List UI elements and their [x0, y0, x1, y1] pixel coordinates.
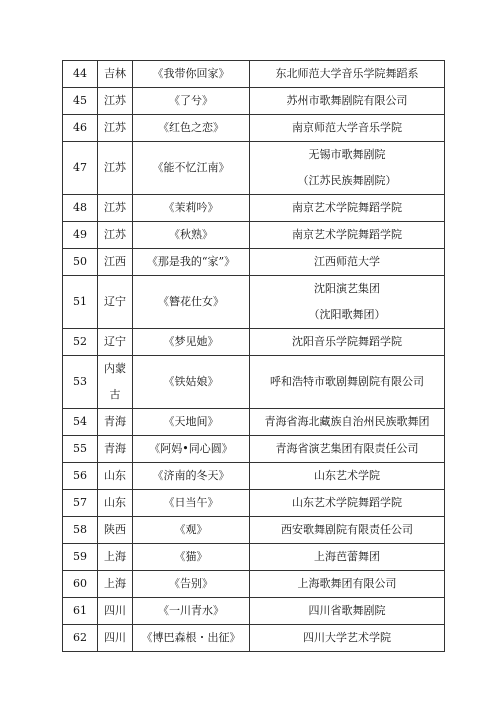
organization-text: 南京师范大学音乐学院 — [292, 121, 402, 134]
organization-text: 青海省演艺集团有限责任公司 — [275, 442, 419, 455]
table-row — [63, 276, 445, 329]
row-number-cell: 50 — [63, 249, 98, 276]
province-text: 辽宁 — [104, 295, 126, 308]
province-cell — [98, 436, 133, 463]
work-title-cell: 《一川青水》 — [133, 598, 250, 625]
organization-cell — [250, 115, 445, 142]
province-cell — [98, 598, 133, 625]
organization-cell — [250, 195, 445, 222]
province-cell — [98, 222, 133, 249]
province-text: 青海 — [104, 415, 126, 428]
organization-cell — [250, 517, 445, 544]
province-cell — [98, 409, 133, 436]
table-row — [63, 88, 445, 115]
organization-text: 无锡市歌舞剧院 — [308, 148, 386, 161]
row-number-cell: 49 — [63, 222, 98, 249]
organization-cell — [250, 356, 445, 409]
program-list-table — [62, 60, 445, 652]
organization-cell — [250, 249, 445, 276]
row-number-cell: 51 — [63, 276, 98, 329]
province-cell — [98, 625, 133, 652]
work-title-cell: 《茉莉吟》 — [133, 195, 250, 222]
work-title-cell: 《博巴森根・出征》 — [133, 625, 250, 652]
table-row — [63, 598, 445, 625]
organization-cell — [250, 88, 445, 115]
row-number-cell: 55 — [63, 436, 98, 463]
row-number-cell: 58 — [63, 517, 98, 544]
province-text: 山东 — [104, 469, 126, 482]
row-number-cell: 53 — [63, 356, 98, 409]
work-title-cell: 《梦见她》 — [133, 329, 250, 356]
organization-text: 南京艺术学院舞蹈学院 — [292, 201, 402, 214]
work-title-cell: 《能不忆江南》 — [133, 142, 250, 195]
province-text: 内蒙 — [104, 362, 126, 375]
table-row — [63, 490, 445, 517]
table-row — [63, 329, 445, 356]
organization-cell — [250, 409, 445, 436]
row-number-cell: 62 — [63, 625, 98, 652]
province-text: 四川 — [104, 604, 126, 617]
organization-text: 上海歌舞团有限公司 — [297, 577, 397, 590]
row-number-cell: 47 — [63, 142, 98, 195]
work-title-cell: 《天地间》 — [133, 409, 250, 436]
province-cell — [98, 490, 133, 517]
row-number-cell: 60 — [63, 571, 98, 598]
work-title-cell: 《秋熟》 — [133, 222, 250, 249]
organization-text: 沈阳演艺集团 — [314, 282, 380, 295]
province-cell — [98, 142, 133, 195]
work-title-cell: 《红色之恋》 — [133, 115, 250, 142]
work-title-cell: 《铁姑娘》 — [133, 356, 250, 409]
organization-cell — [250, 571, 445, 598]
organization-text: 苏州市歌舞剧院有限公司 — [286, 94, 408, 107]
table-body — [63, 61, 445, 652]
province-cell — [98, 544, 133, 571]
row-number-cell: 59 — [63, 544, 98, 571]
work-title-cell: 《猫》 — [133, 544, 250, 571]
organization-text: （沈阳歌舞团） — [308, 308, 386, 321]
row-number-cell: 48 — [63, 195, 98, 222]
table-row — [63, 356, 445, 409]
work-title-cell: 《我带你回家》 — [133, 61, 250, 88]
organization-cell — [250, 61, 445, 88]
province-text: 辽宁 — [104, 335, 126, 348]
province-text: 江苏 — [104, 228, 126, 241]
organization-cell — [250, 544, 445, 571]
organization-text: 沈阳音乐学院舞蹈学院 — [292, 335, 402, 348]
table-row — [63, 625, 445, 652]
organization-text: 呼和浩特市歌剧舞剧院有限公司 — [270, 375, 424, 388]
row-number-cell: 46 — [63, 115, 98, 142]
work-title-cell: 《阿妈•同心圆》 — [133, 436, 250, 463]
organization-cell — [250, 490, 445, 517]
province-text: 陕西 — [104, 523, 126, 536]
table-row — [63, 409, 445, 436]
province-cell — [98, 463, 133, 490]
organization-text: 山东艺术学院 — [314, 469, 380, 482]
province-text: 江苏 — [104, 161, 126, 174]
table-row — [63, 142, 445, 195]
province-text: 江苏 — [104, 121, 126, 134]
work-title-cell: 《日当午》 — [133, 490, 250, 517]
province-text: 山东 — [104, 496, 126, 509]
row-number-cell: 57 — [63, 490, 98, 517]
row-number-cell: 52 — [63, 329, 98, 356]
organization-cell — [250, 142, 445, 195]
row-number-cell: 54 — [63, 409, 98, 436]
table-row — [63, 544, 445, 571]
organization-cell — [250, 463, 445, 490]
table-row — [63, 222, 445, 249]
organization-text: （江苏民族舞剧院） — [297, 174, 397, 187]
province-cell — [98, 195, 133, 222]
organization-cell — [250, 276, 445, 329]
province-cell — [98, 517, 133, 544]
organization-text: 山东艺术学院舞蹈学院 — [292, 496, 402, 509]
organization-cell — [250, 625, 445, 652]
province-text: 江西 — [104, 255, 126, 268]
province-cell — [98, 249, 133, 276]
province-text: 青海 — [104, 442, 126, 455]
province-cell — [98, 571, 133, 598]
organization-text: 东北师范大学音乐学院舞蹈系 — [275, 67, 419, 80]
work-title-cell: 《观》 — [133, 517, 250, 544]
table-row — [63, 195, 445, 222]
organization-cell — [250, 222, 445, 249]
province-cell — [98, 61, 133, 88]
organization-text: 江西师范大学 — [314, 255, 380, 268]
table-row — [63, 436, 445, 463]
organization-cell — [250, 329, 445, 356]
province-text: 江苏 — [104, 201, 126, 214]
work-title-cell: 《簪花仕女》 — [133, 276, 250, 329]
table-row — [63, 249, 445, 276]
province-cell — [98, 88, 133, 115]
organization-text: 四川省歌舞剧院 — [308, 604, 386, 617]
organization-cell — [250, 436, 445, 463]
row-number-cell: 44 — [63, 61, 98, 88]
work-title-cell: 《济南的冬天》 — [133, 463, 250, 490]
table-row — [63, 115, 445, 142]
table-row — [63, 571, 445, 598]
table-row — [63, 463, 445, 490]
province-text: 江苏 — [104, 94, 126, 107]
table-row — [63, 61, 445, 88]
organization-text: 上海芭蕾舞团 — [314, 550, 380, 563]
row-number-cell: 61 — [63, 598, 98, 625]
organization-text: 青海省海北藏族自治州民族歌舞团 — [264, 415, 430, 428]
province-text: 古 — [109, 388, 121, 401]
province-cell — [98, 329, 133, 356]
work-title-cell: 《了兮》 — [133, 88, 250, 115]
row-number-cell: 45 — [63, 88, 98, 115]
province-cell — [98, 356, 133, 409]
table-row — [63, 517, 445, 544]
organization-cell — [250, 598, 445, 625]
row-number-cell: 56 — [63, 463, 98, 490]
province-cell — [98, 115, 133, 142]
province-text: 吉林 — [104, 67, 126, 80]
province-text: 上海 — [104, 550, 126, 563]
work-title-cell: 《告别》 — [133, 571, 250, 598]
organization-text: 四川大学艺术学院 — [303, 631, 391, 644]
organization-text: 南京艺术学院舞蹈学院 — [292, 228, 402, 241]
province-text: 四川 — [104, 631, 126, 644]
province-text: 上海 — [104, 577, 126, 590]
work-title-cell: 《那是我的“家”》 — [133, 249, 250, 276]
province-cell — [98, 276, 133, 329]
organization-text: 西安歌舞剧院有限责任公司 — [281, 523, 413, 536]
